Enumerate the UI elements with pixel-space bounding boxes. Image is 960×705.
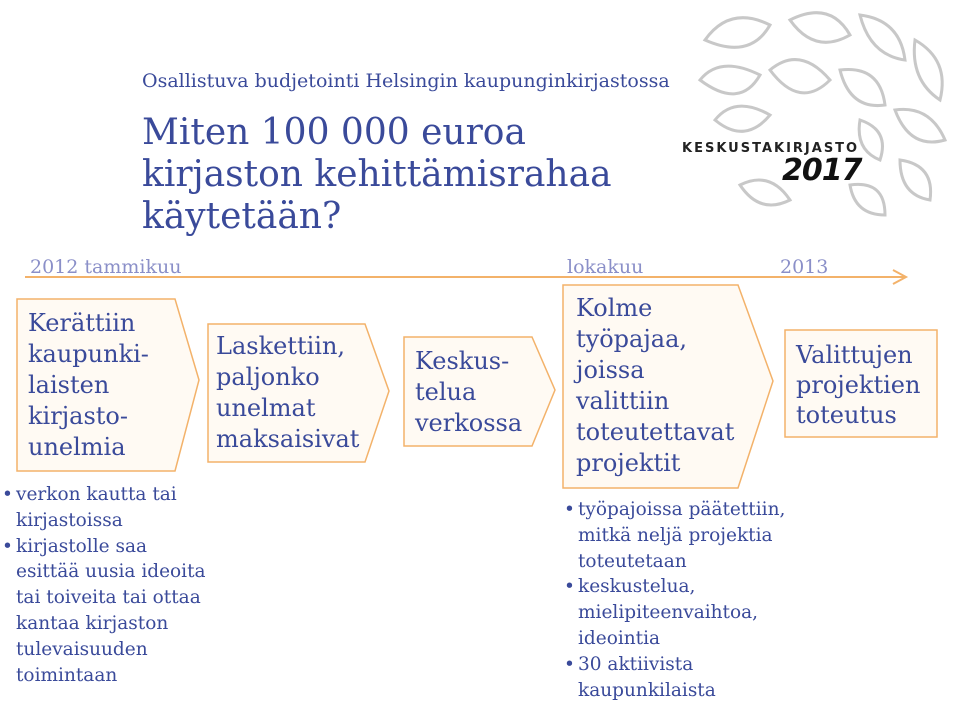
list-item xyxy=(2,534,206,689)
step-line: verkossa xyxy=(415,409,523,437)
note-line: mielipiteenvaihtoa, xyxy=(578,602,759,624)
step-line: Kerättiin xyxy=(28,309,136,337)
notes-left-list xyxy=(2,482,206,688)
step-line: laisten xyxy=(28,371,110,399)
note-line: • 30 aktiivista xyxy=(578,653,694,675)
step-line: kirjasto- xyxy=(28,402,128,430)
timeline-mid-label: lokakuu xyxy=(567,256,644,278)
step-line: toteutettavat xyxy=(576,418,735,446)
step-line: Laskettiin, xyxy=(216,332,346,360)
step-line: työpajaa, xyxy=(576,325,688,353)
note-line: toteutetaan xyxy=(578,550,687,572)
note-line: ideointia xyxy=(578,627,661,649)
note-line: esittää uusia ideoita xyxy=(16,561,206,583)
note-line: kirjastoissa xyxy=(16,509,123,531)
note-line: • työpajoissa päätettiin, xyxy=(578,499,786,520)
step-4-text xyxy=(576,293,734,479)
step-2-text xyxy=(216,331,359,455)
step-line: Kolme xyxy=(576,294,653,322)
timeline-end-label: 2013 xyxy=(780,256,829,278)
step-3-text xyxy=(415,346,522,439)
notes-right-list xyxy=(564,497,785,703)
step-5-text xyxy=(796,340,920,430)
note-line: tulevaisuuden xyxy=(16,638,148,660)
step-line: maksaisivat xyxy=(216,425,360,453)
note-line: • keskustelua, xyxy=(578,576,696,598)
note-line: • kirjastolle saa xyxy=(16,535,148,557)
note-line: tai toiveita tai ottaa xyxy=(16,587,201,609)
note-line: kaupunkilaista xyxy=(578,679,716,701)
note-line: mitkä neljä projektia xyxy=(578,524,773,546)
step-1-text xyxy=(28,308,149,463)
step-line: Keskus- xyxy=(415,347,510,375)
step-line: joissa xyxy=(576,356,645,384)
slide-title xyxy=(142,112,612,238)
list-item xyxy=(564,574,785,651)
list-item xyxy=(564,652,785,704)
step-line: Valittujen xyxy=(796,341,913,369)
note-line: kantaa kirjaston xyxy=(16,612,169,634)
step-line: kaupunki- xyxy=(28,340,149,368)
timeline-start-label: 2012 tammikuu xyxy=(30,256,182,278)
step-line: unelmia xyxy=(28,433,126,461)
step-line: toteutus xyxy=(796,401,897,429)
list-item xyxy=(2,482,206,534)
slide-title-line: käytetään? xyxy=(142,196,342,237)
logo-brand: KESKUSTAKIRJASTO xyxy=(682,141,860,156)
list-item xyxy=(564,497,785,574)
step-line: unelmat xyxy=(216,394,316,422)
step-line: valittiin xyxy=(576,387,670,415)
step-line: paljonko xyxy=(216,363,320,391)
slide-title-line: kirjaston kehittämisrahaa xyxy=(142,154,612,195)
step-line: telua xyxy=(415,378,477,406)
logo-year: 2017 xyxy=(782,153,862,188)
presentation-subtitle: Osallistuva budjetointi Helsingin kaupunginkirjastossa xyxy=(142,70,670,92)
step-line: projektit xyxy=(576,449,681,477)
step-line: projektien xyxy=(796,371,921,399)
slide-title-line: Miten 100 000 euroa xyxy=(142,112,526,153)
note-line: • verkon kautta tai xyxy=(16,484,177,505)
note-line: toimintaan xyxy=(16,664,118,686)
